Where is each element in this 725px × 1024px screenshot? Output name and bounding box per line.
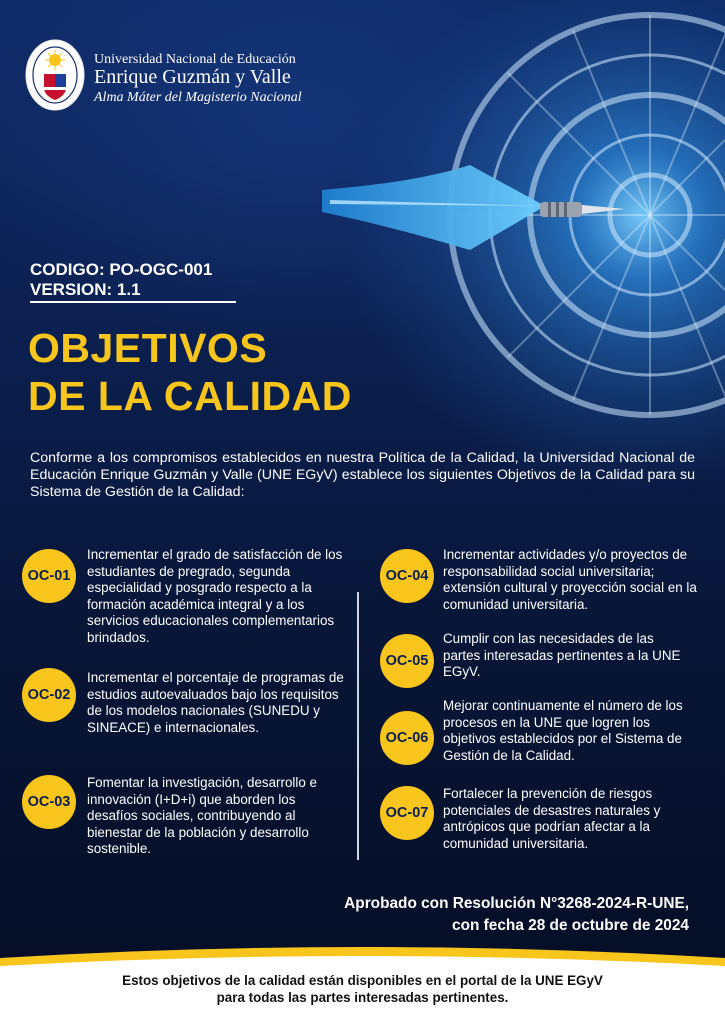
intro-paragraph: Conforme a los compromisos establecidos en nuestra Política de la Calidad, la Universidad Nacional de Educación Enrique Guzmán y Valle (UNE EGyV) establece los siguientes Objetivos de la Calidad para su Sistema de Gestión de la Calidad:: [30, 450, 695, 500]
document-code: CODIGO: PO-OGC-001: [30, 260, 213, 279]
objective-text-oc01: Incrementar el grado de satisfacción de los estudiantes de pregrado, segunda especialidad y posgrado respecto a la formación académica integral y a los servicios educacionales complementarios brindados.: [87, 547, 343, 645]
approval-statement: [344, 893, 689, 937]
university-name-line1: Universidad Nacional de Educación: [94, 52, 296, 67]
objective-badge-oc03: OC-03: [22, 775, 76, 829]
university-motto: Alma Máter del Magisterio Nacional: [94, 90, 302, 105]
column-divider: [357, 592, 359, 860]
document-version: VERSION: 1.1: [30, 280, 141, 299]
objective-text-oc06: Mejorar continuamente el número de los procesos en la UNE que logren los objetivos establecidos por el Sistema de Gestión de la Calidad.: [443, 698, 683, 763]
approval-line2: con fecha 28 de octubre de 2024: [452, 917, 689, 934]
objective-badge-oc05: OC-05: [380, 634, 434, 688]
page-title-line1: OBJETIVOS: [28, 325, 268, 371]
objective-badge-oc06: OC-06: [380, 711, 434, 765]
objective-text-oc07: Fortalecer la prevención de riesgos potenciales de desastres naturales y antrópicos que podrían afectar a la comunidad universitaria.: [443, 786, 661, 851]
objective-text-oc05: Cumplir con las necesidades de las partes interesadas pertinentes a la UNE EGyV.: [443, 631, 681, 679]
objective-badge-oc07: OC-07: [380, 786, 434, 840]
footer-line1: Estos objetivos de la calidad están disponibles en el portal de la UNE EGyV: [122, 973, 603, 988]
university-seal-icon: [24, 38, 86, 112]
objective-badge-oc02: OC-02: [22, 668, 76, 722]
footer-line2: para todas las partes interesadas pertinentes.: [216, 990, 509, 1005]
objective-text-oc02: Incrementar el porcentaje de programas de estudios autoevaluados bajo los requisitos de los modelos nacionales (SUNEDU y SINEACE) e internacionales.: [87, 670, 344, 735]
objective-text-oc03: Fomentar la investigación, desarrollo e innovación (I+D+i) que aborden los desafíos sociales, contribuyendo al bienestar de la población y desarrollo sostenible.: [87, 775, 317, 856]
university-name-line2: Enrique Guzmán y Valle: [94, 66, 291, 88]
footer-note: [0, 972, 725, 1006]
code-underline: [30, 301, 236, 303]
objective-text-oc04: Incrementar actividades y/o proyectos de responsabilidad social universitaria; extensión cultural y proyección social en la comunidad universitaria.: [443, 547, 697, 612]
page-title-line2: DE LA CALIDAD: [28, 373, 352, 419]
objective-badge-oc01: OC-01: [22, 549, 76, 603]
approval-line1: Aprobado con Resolución N°3268-2024-R-UNE,: [344, 895, 689, 912]
objective-badge-oc04: OC-04: [380, 549, 434, 603]
